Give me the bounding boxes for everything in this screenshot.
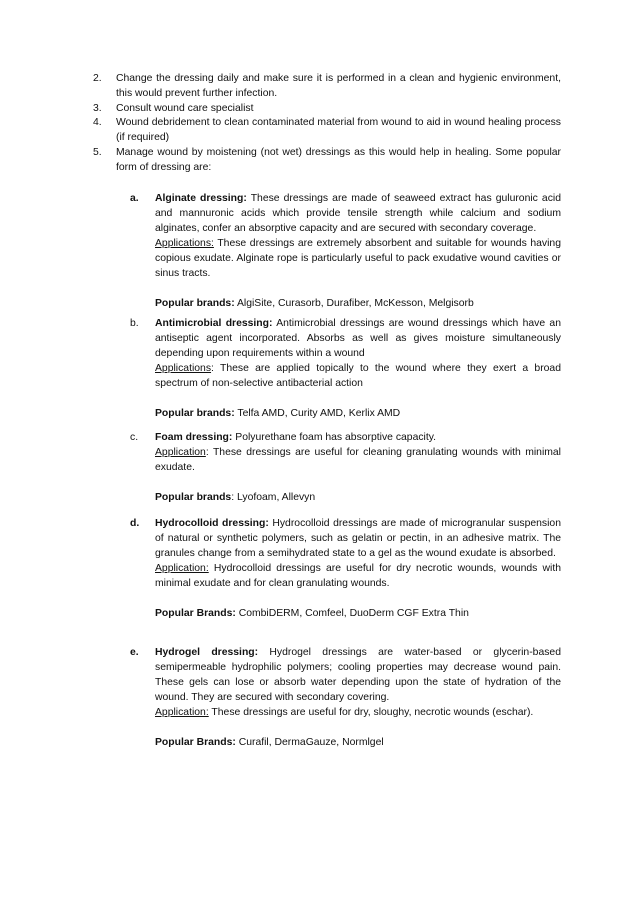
item-number: 4. (93, 117, 102, 129)
dressing-title: Antimicrobial dressing: (155, 318, 273, 329)
application-text: These dressings are useful for dry, sloughy, necrotic wounds (eschar). (208, 707, 534, 718)
item-number: 3. (93, 102, 102, 114)
dressing-title: Hydrocolloid dressing: (155, 518, 269, 529)
application-label: Applications (155, 363, 212, 374)
dressing-brands (155, 606, 561, 621)
description-text: Hydrogel dressings are water-based or glycerin-based semipermeable hydrophilic polymers; cooling properties may decrease wound pain. These gels can lose or absorb water depending upon the state of hydration of the wound. They are secured with secondary covering. (155, 647, 561, 703)
dressing-hydrogel (130, 645, 561, 750)
application-text: : These are applied topically to the wound where they exert a broad spectrum of non-selective antibacterial action (155, 363, 561, 389)
dressing-application (155, 561, 561, 591)
dressing-application (155, 236, 561, 281)
brands-label: Popular Brands: (155, 608, 236, 619)
item-text: Consult wound care specialist (116, 102, 254, 114)
description-text: Hydrocolloid dressings are made of microgranular suspension of natural or synthetic polymers, such as gelatin or pectin, in an adhesive matrix. The granules change from a semihydrated state to a gel as the wound exudate is absorbed. (155, 518, 561, 559)
dressing-title: Alginate dressing: (155, 193, 247, 204)
application-label: Application: (155, 707, 209, 718)
item-text: Wound debridement to clean contaminated material from wound to aid in wound healing process (if required) (116, 117, 561, 144)
dressing-application (155, 445, 561, 475)
dressing-brands (155, 490, 561, 505)
brands-text: AlgiSite, Curasorb, Durafiber, McKesson, Melgisorb (234, 298, 474, 309)
dressing-letter: e. (130, 647, 139, 658)
application-text: These dressings are extremely absorbent and suitable for wounds having copious exudate. Alginate rope is particularly useful to pack exudative wound cavities or sinus tracts. (155, 238, 561, 279)
dressing-foam (130, 430, 561, 505)
brands-label: Popular brands (155, 492, 232, 503)
dressing-brands (155, 406, 561, 421)
dressing-application (155, 361, 561, 391)
brands-text: CombiDERM, Comfeel, DuoDerm CGF Extra Thin (235, 608, 469, 619)
brands-label: Popular brands: (155, 408, 235, 419)
dressing-description (155, 516, 561, 561)
numbered-list (93, 72, 561, 176)
list-item (93, 102, 561, 117)
brands-label: Popular Brands: (155, 737, 236, 748)
application-label: Applications: (155, 238, 214, 249)
brands-text: : Lyofoam, Allevyn (231, 492, 316, 503)
dressing-letter: a. (130, 193, 139, 204)
dressing-letter: b. (130, 318, 139, 329)
application-text: : These dressings are useful for cleaning granulating wounds with minimal exudate. (155, 447, 561, 473)
item-number: 2. (93, 73, 102, 84)
dressing-description (155, 430, 561, 445)
application-label: Application (155, 447, 206, 458)
item-text: Change the dressing daily and make sure it is performed in a clean and hygienic environment, this would prevent further infection. (116, 73, 561, 99)
list-item (93, 146, 561, 176)
dressing-description (155, 191, 561, 236)
dressing-hydrocolloid (130, 516, 561, 621)
dressing-description (155, 316, 561, 361)
brands-label: Popular brands: (155, 298, 235, 309)
dressing-brands (155, 296, 561, 311)
brands-text: Telfa AMD, Curity AMD, Kerlix AMD (234, 408, 401, 419)
dressing-letter: c. (130, 432, 139, 443)
dressing-title: Hydrogel dressing: (155, 647, 259, 658)
item-text: Manage wound by moistening (not wet) dressings as this would help in healing. Some popular form of dressing are: (116, 146, 561, 173)
description-text: Polyurethane foam has absorptive capacity. (232, 432, 437, 443)
dressing-letter: d. (130, 518, 140, 529)
application-text: Hydrocolloid dressings are useful for dry necrotic wounds, wounds with minimal exudate and for clean granulating wounds. (155, 563, 561, 589)
dressing-alginate (130, 191, 561, 311)
brands-text: Curafil, DermaGauze, Normlgel (235, 737, 384, 748)
dressing-description (155, 645, 561, 705)
list-item (93, 116, 561, 146)
description-text: Antimicrobial dressings are wound dressings which have an antiseptic agent incorporated. Absorbs as well as gives moisture simultaneously depending upon requirements within a wound (155, 318, 561, 359)
description-text: These dressings are made of seaweed extract has guluronic acid and mannuronic acids which provide tensile strength while calcium and sodium alginates, confer an absorptive capacity and are secured with secondary coverage. (155, 193, 561, 234)
dressing-antimicrobial (130, 316, 561, 421)
item-number: 5. (93, 146, 102, 158)
dressing-application (155, 705, 561, 720)
dressing-title: Foam dressing: (155, 432, 233, 443)
dressing-brands (155, 735, 561, 750)
application-label: Application: (155, 563, 209, 574)
list-item (93, 72, 561, 102)
